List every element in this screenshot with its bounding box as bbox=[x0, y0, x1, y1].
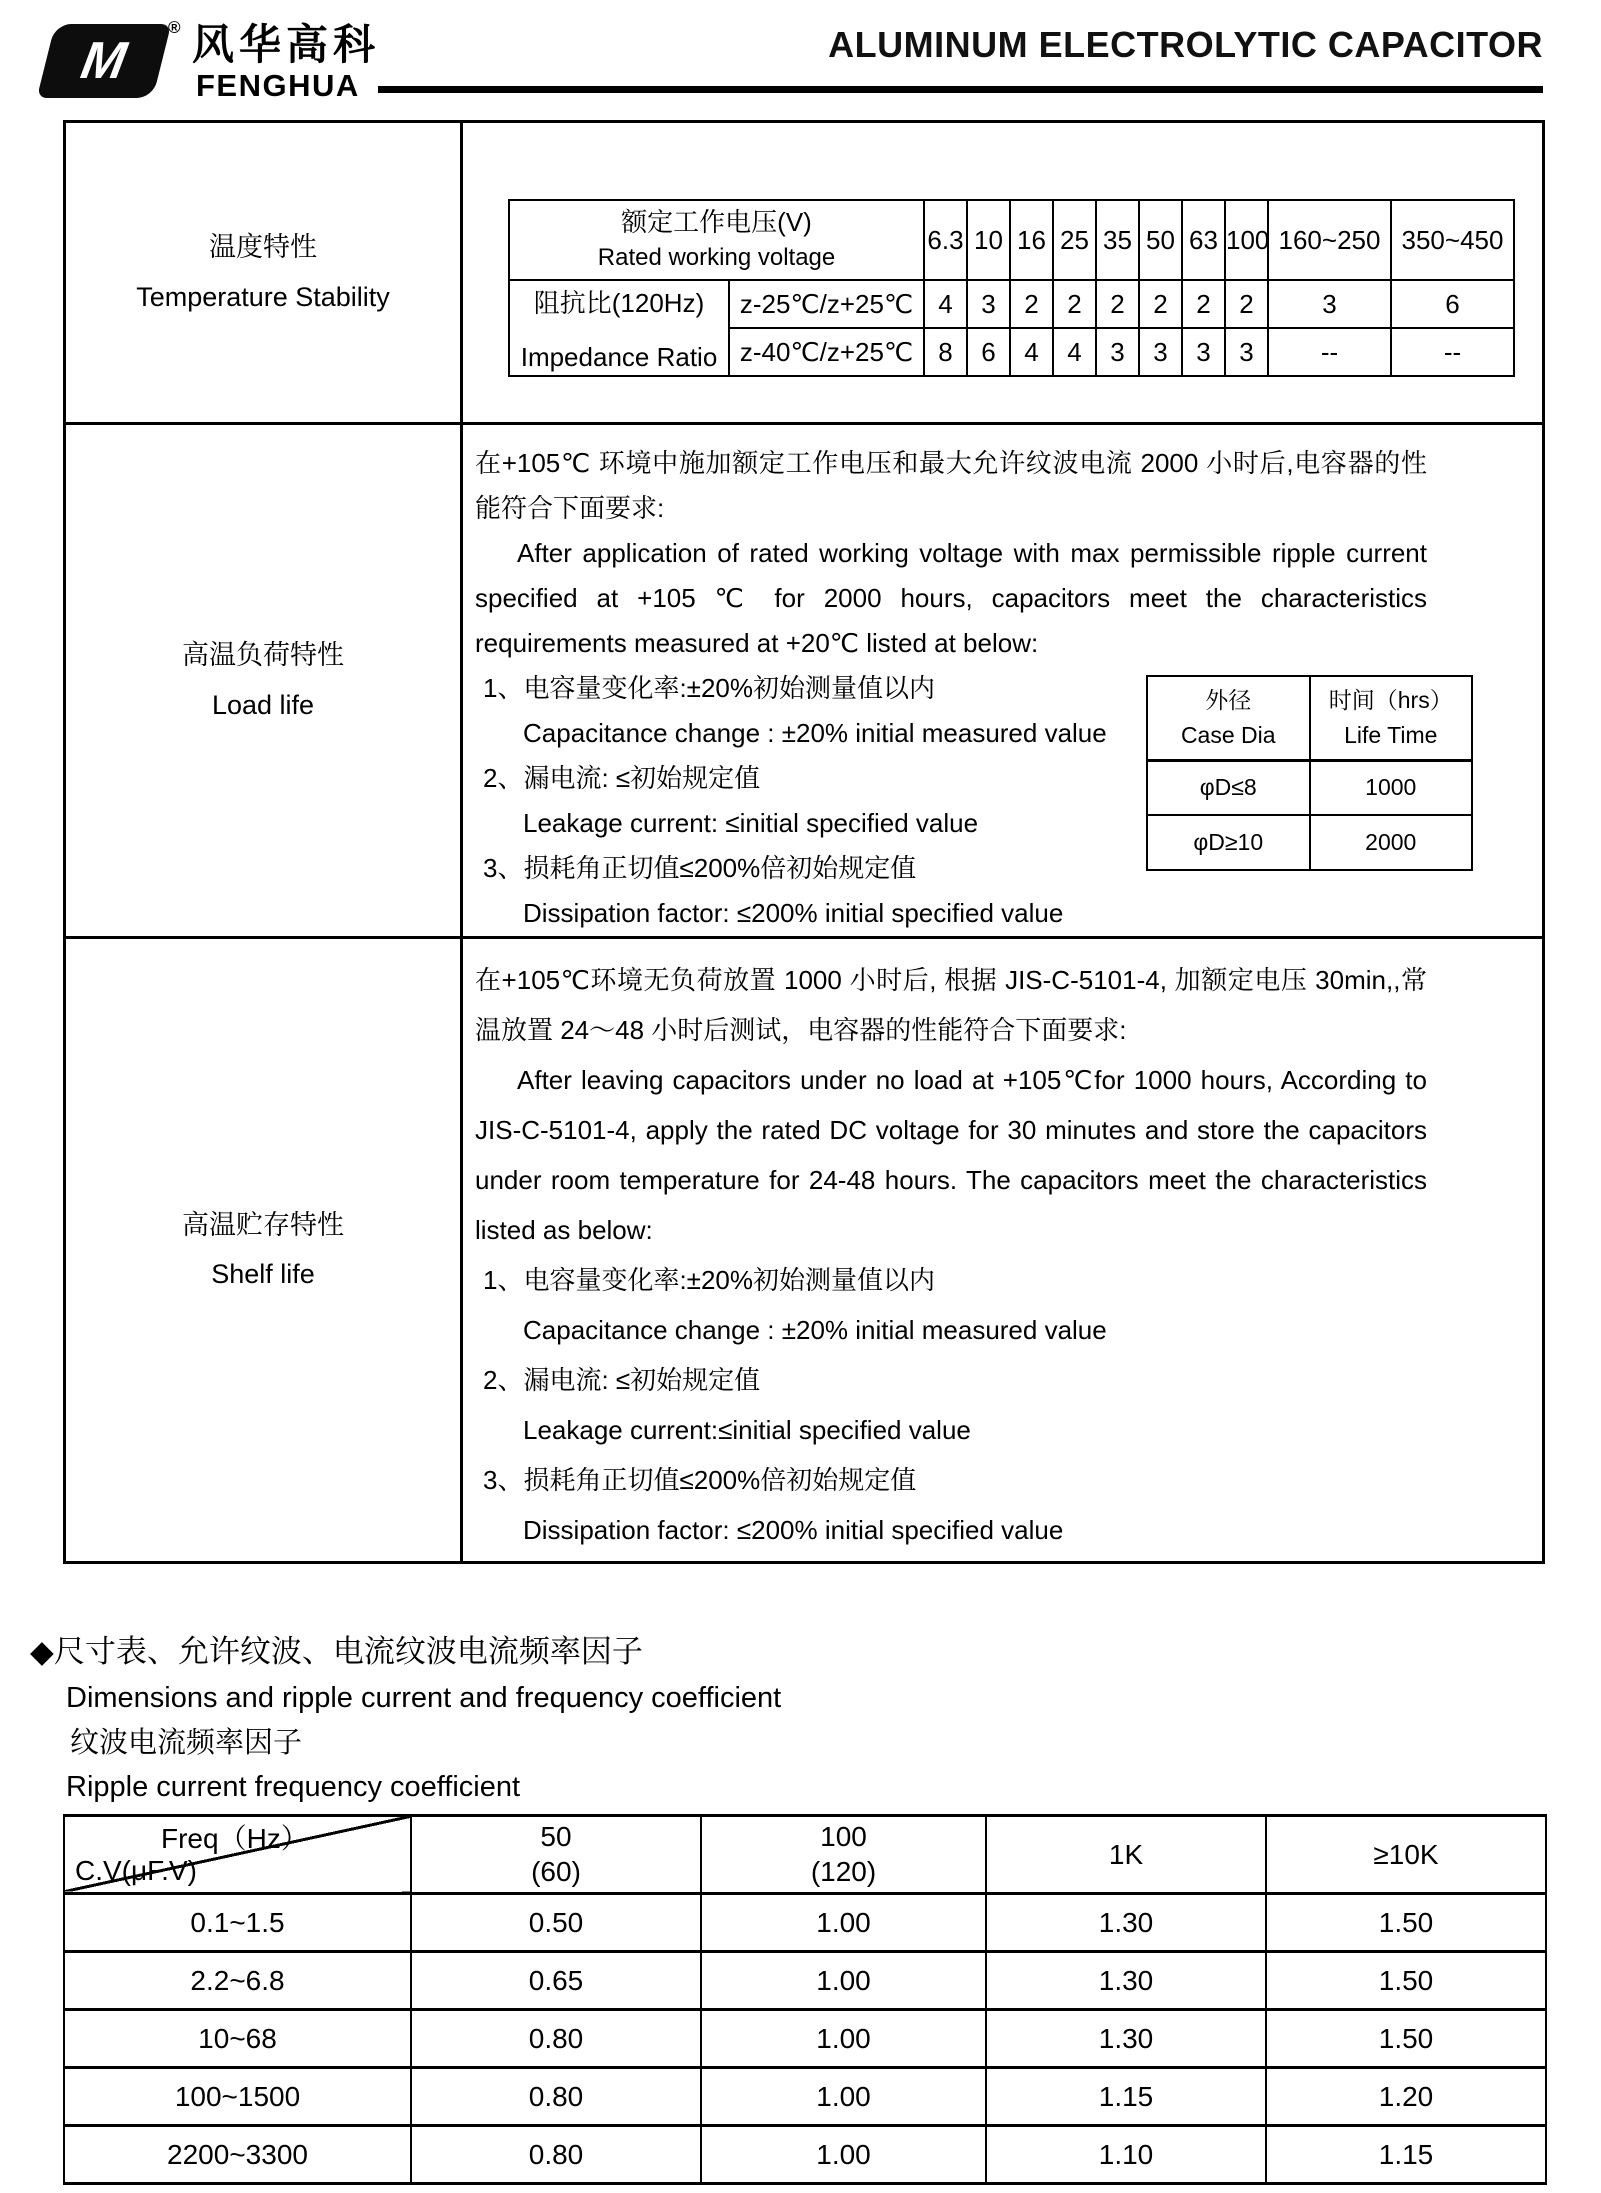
voltage-col: 50 bbox=[1139, 200, 1182, 280]
life-time-header-en: Life Time bbox=[1344, 721, 1438, 748]
freq-col-header-line1: 50 bbox=[540, 1821, 572, 1853]
voltage-col: 6.3 bbox=[924, 200, 967, 280]
coefficient-value: 1.50 bbox=[1266, 1951, 1546, 2009]
freq-col-header bbox=[701, 1815, 986, 1893]
section-heading-zh: ◆尺寸表、允许纹波、电流纹波电流频率因子 bbox=[30, 1634, 643, 1669]
shelf-life-label bbox=[65, 938, 462, 1563]
impedance-value: 3 bbox=[1139, 328, 1182, 376]
life-time-table bbox=[1146, 675, 1473, 871]
load-life-item-en: Dissipation factor: ≤200% initial specified value bbox=[523, 898, 1064, 928]
voltage-col: 63 bbox=[1182, 200, 1225, 280]
cv-range: 0.1~1.5 bbox=[64, 1893, 411, 1951]
shelf-life-item-zh: 2、漏电流: ≤初始规定值 bbox=[483, 1365, 761, 1395]
shelf-life-item-en: Capacitance change : ±20% initial measured value bbox=[523, 1315, 1107, 1345]
impedance-value: 3 bbox=[1096, 328, 1139, 376]
coefficient-value: 1.50 bbox=[1266, 1893, 1546, 1951]
shelf-life-item-zh: 1、电容量变化率:±20%初始测量值以内 bbox=[483, 1265, 935, 1295]
load-life-intro-zh: 在+105℃ 环境中施加额定工作电压和最大允许纹波电流 2000 小时后,电容器的性能符合下面要求: bbox=[475, 448, 1427, 523]
coefficient-value: 1.30 bbox=[986, 1951, 1266, 2009]
impedance-value: 3 bbox=[1182, 328, 1225, 376]
load-life-item-zh: 1、电容量变化率:±20%初始测量值以内 bbox=[483, 673, 935, 703]
rated-voltage-header-en: Rated working voltage bbox=[597, 244, 836, 272]
temperature-stability-row bbox=[65, 122, 1544, 424]
case-dia-header-en: Case Dia bbox=[1180, 721, 1276, 748]
impedance-value: 3 bbox=[967, 280, 1010, 328]
freq-col-header-line1: 1K bbox=[1108, 1838, 1144, 1870]
characteristics-table bbox=[63, 120, 1545, 1564]
fenghua-logo-icon bbox=[37, 24, 171, 98]
ripple-frequency-coefficient-table bbox=[63, 1814, 1547, 2185]
load-life-item-zh: 2、漏电流: ≤初始规定值 bbox=[483, 763, 761, 793]
registered-trademark-icon: ® bbox=[168, 18, 181, 37]
cv-range: 2200~3300 bbox=[64, 2125, 411, 2183]
temperature-stability-label bbox=[65, 122, 462, 424]
life-time-value: 2000 bbox=[1310, 815, 1473, 870]
shelf-life-intro-zh: 在+105℃环境无负荷放置 1000 小时后, 根据 JIS-C-5101-4, 加额定电压 30min,,常温放置 24～48 小时后测试，电容器的性能符合下面要求: bbox=[475, 965, 1427, 1045]
coefficient-value: 1.30 bbox=[986, 2009, 1266, 2067]
impedance-value: 2 bbox=[1010, 280, 1053, 328]
shelf-life-item-en: Leakage current:≤initial specified value bbox=[523, 1415, 971, 1445]
impedance-value: 3 bbox=[1225, 328, 1268, 376]
coefficient-value: 0.80 bbox=[411, 2009, 701, 2067]
load-life-label bbox=[65, 424, 462, 938]
case-dia-value: φD≥10 bbox=[1147, 815, 1310, 870]
cv-axis-label: C.V(μF.V) bbox=[75, 1854, 197, 1886]
shelf-life-item bbox=[475, 1255, 1422, 1355]
coefficient-value: 1.50 bbox=[1266, 2009, 1546, 2067]
life-time-header-zh: 时间（hrs） bbox=[1328, 687, 1453, 714]
shelf-life-item-zh: 3、损耗角正切值≤200%倍初始规定值 bbox=[483, 1465, 917, 1495]
impedance-row-z25 bbox=[509, 280, 1514, 328]
voltage-col: 350~450 bbox=[1391, 200, 1514, 280]
shelf-life-item-en: Dissipation factor: ≤200% initial specified value bbox=[523, 1515, 1064, 1545]
load-life-item-zh: 3、损耗角正切值≤200%倍初始规定值 bbox=[483, 853, 917, 883]
section-heading-en: Dimensions and ripple current and frequency coefficient bbox=[66, 1682, 782, 1715]
life-time-value: 1000 bbox=[1310, 760, 1473, 815]
impedance-ratio-table bbox=[508, 199, 1515, 377]
shelf-life-label-en: Shelf life bbox=[211, 1259, 315, 1289]
freq-col-header-line2: (120) bbox=[810, 1856, 877, 1888]
coefficient-value: 1.00 bbox=[701, 1893, 986, 1951]
cv-range: 2.2~6.8 bbox=[64, 1951, 411, 2009]
voltage-col: 100 bbox=[1225, 200, 1268, 280]
freq-col-header bbox=[986, 1815, 1266, 1893]
fenghua-logo-glyph: M bbox=[77, 32, 131, 90]
freq-col-header-line1: 100 bbox=[820, 1821, 867, 1853]
impedance-value: 3 bbox=[1268, 280, 1391, 328]
temperature-stability-label-zh: 温度特性 bbox=[209, 232, 317, 263]
impedance-value: 6 bbox=[1391, 280, 1514, 328]
voltage-col: 35 bbox=[1096, 200, 1139, 280]
case-dia-header bbox=[1147, 676, 1310, 760]
life-time-row bbox=[1147, 760, 1472, 815]
freq-table-row bbox=[64, 2125, 1546, 2183]
impedance-ratio-label-zh: 阻抗比(120Hz) bbox=[533, 288, 705, 318]
impedance-ratio-label-en: Impedance Ratio bbox=[520, 342, 718, 372]
shelf-life-item bbox=[475, 1355, 1422, 1455]
coefficient-value: 1.00 bbox=[701, 1951, 986, 2009]
freq-axis-label: Freq（Hz） bbox=[161, 1822, 309, 1854]
impedance-value: 4 bbox=[1010, 328, 1053, 376]
temperature-stability-content bbox=[462, 122, 1544, 424]
voltage-col: 10 bbox=[967, 200, 1010, 280]
cv-range: 10~68 bbox=[64, 2009, 411, 2067]
impedance-condition: z-40℃/z+25℃ bbox=[729, 328, 924, 376]
shelf-life-intro-en: After leaving capacitors under no load at +105℃for 1000 hours, According to JIS-C-5101-4, apply the rated DC voltage for 30 minutes and store the capacitors under room temperature for 24-48 hours. The capacitors meet the characteristics listed as below: bbox=[475, 1065, 1427, 1245]
freq-col-header-line2: (60) bbox=[531, 1856, 581, 1888]
freq-col-header bbox=[1266, 1815, 1546, 1893]
coefficient-value: 1.30 bbox=[986, 1893, 1266, 1951]
impedance-value: 8 bbox=[924, 328, 967, 376]
voltage-col: 160~250 bbox=[1268, 200, 1391, 280]
impedance-value: 6 bbox=[967, 328, 1010, 376]
voltage-col: 25 bbox=[1053, 200, 1096, 280]
section-subheading-en: Ripple current frequency coefficient bbox=[66, 1770, 521, 1803]
load-life-row bbox=[65, 424, 1544, 938]
brand-name-en: FENGHUA bbox=[196, 68, 360, 103]
freq-col-header bbox=[411, 1815, 701, 1893]
shelf-life-label-zh: 高温贮存特性 bbox=[182, 1209, 344, 1240]
cv-range: 100~1500 bbox=[64, 2067, 411, 2125]
freq-table-row bbox=[64, 1893, 1546, 1951]
coefficient-value: 0.80 bbox=[411, 2067, 701, 2125]
impedance-value: 4 bbox=[924, 280, 967, 328]
case-dia-header-zh: 外径 bbox=[1205, 687, 1252, 714]
freq-table-row bbox=[64, 2067, 1546, 2125]
header-divider bbox=[378, 86, 1543, 93]
coefficient-value: 1.15 bbox=[986, 2067, 1266, 2125]
load-life-item-en: Capacitance change : ±20% initial measured value bbox=[523, 718, 1107, 748]
temperature-stability-label-en: Temperature Stability bbox=[136, 281, 390, 312]
freq-table-row bbox=[64, 2009, 1546, 2067]
life-time-table-wrap bbox=[1146, 675, 1473, 871]
page-title: ALUMINUM ELECTROLYTIC CAPACITOR bbox=[828, 24, 1543, 65]
case-dia-value: φD≤8 bbox=[1147, 760, 1310, 815]
impedance-value: 4 bbox=[1053, 328, 1096, 376]
coefficient-value: 0.65 bbox=[411, 1951, 701, 2009]
impedance-value: 2 bbox=[1139, 280, 1182, 328]
life-time-row bbox=[1147, 815, 1472, 870]
coefficient-value: 1.10 bbox=[986, 2125, 1266, 2183]
coefficient-value: 1.00 bbox=[701, 2009, 986, 2067]
freq-col-header-line1: ≥10K bbox=[1373, 1838, 1439, 1870]
shelf-life-row bbox=[65, 938, 1544, 1563]
impedance-ratio-label bbox=[509, 280, 729, 376]
freq-table-row bbox=[64, 1951, 1546, 2009]
impedance-value: 2 bbox=[1225, 280, 1268, 328]
impedance-value: 2 bbox=[1096, 280, 1139, 328]
section-subheading-zh: 纹波电流频率因子 bbox=[70, 1726, 303, 1759]
coefficient-value: 1.00 bbox=[701, 2125, 986, 2183]
life-time-header-row bbox=[1147, 676, 1472, 760]
impedance-condition: z-25℃/z+25℃ bbox=[729, 280, 924, 328]
shelf-life-item bbox=[475, 1455, 1422, 1555]
rated-voltage-header-row bbox=[509, 200, 1514, 280]
coefficient-value: 1.00 bbox=[701, 2067, 986, 2125]
load-life-label-zh: 高温负荷特性 bbox=[182, 640, 344, 671]
coefficient-value: 1.15 bbox=[1266, 2125, 1546, 2183]
freq-table-header-row bbox=[64, 1815, 1546, 1893]
load-life-content bbox=[462, 424, 1544, 938]
life-time-header bbox=[1310, 676, 1473, 760]
freq-cv-diagonal-cell bbox=[64, 1815, 411, 1893]
dimensions-section-heading bbox=[30, 1628, 1601, 1808]
impedance-value: 2 bbox=[1053, 280, 1096, 328]
shelf-life-content bbox=[462, 938, 1544, 1563]
voltage-col: 16 bbox=[1010, 200, 1053, 280]
impedance-value: -- bbox=[1391, 328, 1514, 376]
load-life-label-en: Load life bbox=[211, 689, 315, 720]
coefficient-value: 0.50 bbox=[411, 1893, 701, 1951]
rated-voltage-header-zh: 额定工作电压(V) bbox=[621, 206, 812, 237]
impedance-value: 2 bbox=[1182, 280, 1225, 328]
load-life-item-en: Leakage current: ≤initial specified value bbox=[523, 808, 979, 838]
impedance-value: -- bbox=[1268, 328, 1391, 376]
coefficient-value: 1.20 bbox=[1266, 2067, 1546, 2125]
coefficient-value: 0.80 bbox=[411, 2125, 701, 2183]
load-life-intro-en: After application of rated working voltage with max permissible ripple current specified at +105 ℃ for 2000 hours, capacitors meet the characteristics requirements measured at +20℃ listed at below: bbox=[475, 538, 1427, 658]
brand-name-zh: 风华高科 bbox=[192, 21, 381, 68]
rated-voltage-header bbox=[509, 200, 924, 280]
page-header bbox=[0, 0, 1601, 120]
